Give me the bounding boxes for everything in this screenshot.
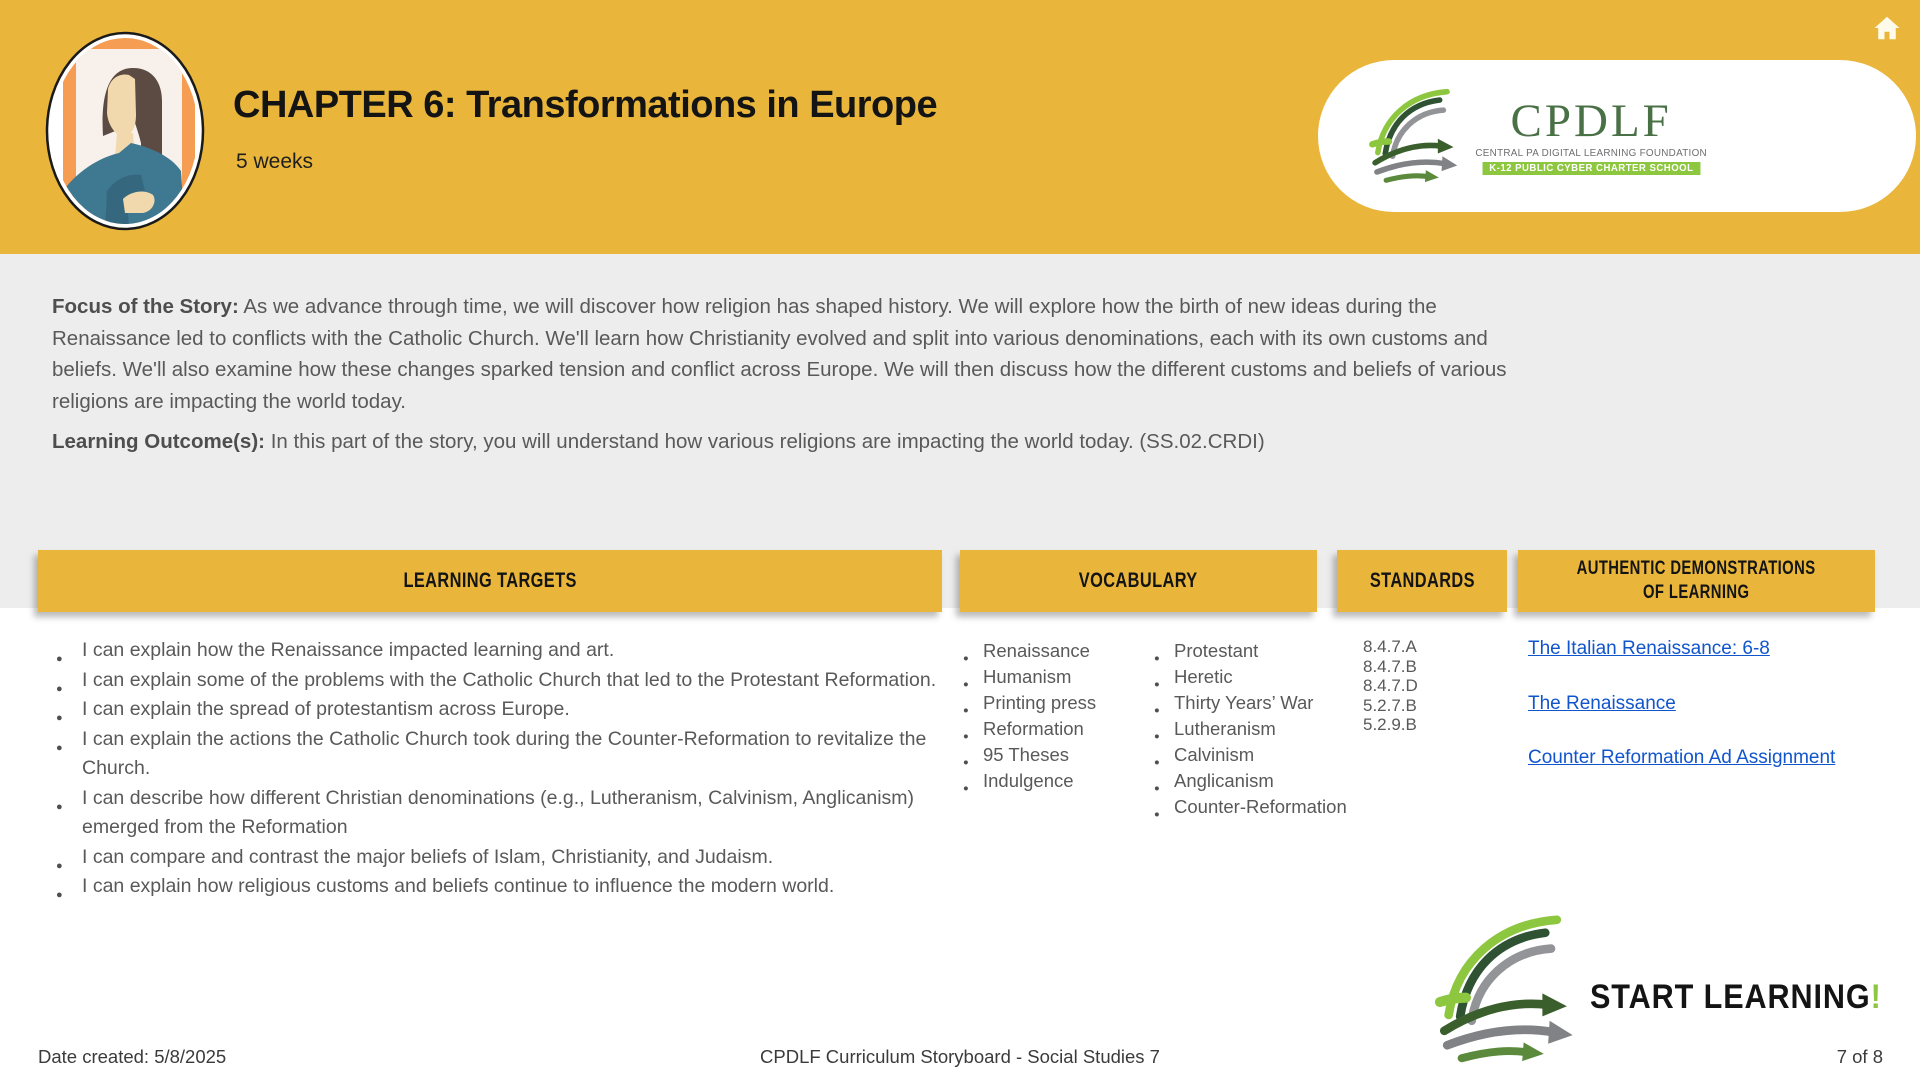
vocabulary-list-1 <box>963 638 1096 794</box>
outcome-text: In this part of the story, you will understand how various religions are impacting the world today. (SS.02.CRDI) <box>265 430 1265 453</box>
link-the-renaissance[interactable]: The Renaissance <box>1528 692 1676 714</box>
vocab-item: ● Anglicanism <box>1154 768 1347 794</box>
vocab-item: ● 95 Theses <box>963 742 1096 768</box>
vocab-item: ● Lutheranism <box>1154 716 1347 742</box>
page-subtitle: 5 weeks <box>236 150 314 173</box>
vocab-item: ● Calvinism <box>1154 742 1347 768</box>
cpdlf-logo <box>1318 60 1916 212</box>
learning-target-item: ● I can describe how different Christian denominations (e.g., Lutheranism, Calvinism, Anglicanism) emerged from the Reformation <box>56 784 942 843</box>
standard-item: 5.2.9.B <box>1363 715 1417 734</box>
learning-target-item: ● I can explain the spread of protestantism across Europe. <box>56 695 942 725</box>
standard-item: 8.4.7.D <box>1363 676 1418 695</box>
vocab-item: ● Protestant <box>1154 638 1347 664</box>
start-learning-label: START LEARNING! <box>1590 978 1882 1016</box>
standard-item: 5.2.7.B <box>1363 695 1417 715</box>
learning-targets-list <box>56 636 942 902</box>
cpdlf-acronym: CPDLF <box>1510 95 1672 147</box>
link-counter-reformation-ad[interactable]: Counter Reformation Ad Assignment <box>1528 747 1836 768</box>
standards-header: STANDARDS <box>1337 550 1507 612</box>
standard-item: 8.4.7.A <box>1363 637 1417 656</box>
vocabulary-header: VOCABULARY <box>960 550 1317 612</box>
vocab-item: ● Reformation <box>963 716 1096 742</box>
learning-target-item: ● I can explain how religious customs and beliefs continue to influence the modern world. <box>56 872 942 902</box>
learning-target-item: ● I can explain some of the problems with the Catholic Church that led to the Protestant Reformation. <box>56 666 942 696</box>
start-learning-exclamation: ! <box>1870 978 1882 1016</box>
vocab-item: ● Renaissance <box>963 638 1096 664</box>
authentic-links <box>1528 638 1835 802</box>
avatar <box>45 31 205 231</box>
footer-date: Date created: 5/8/2025 <box>38 1046 227 1067</box>
focus-of-story-paragraph <box>52 291 1518 417</box>
vocab-item: ● Counter-Reformation <box>1154 794 1347 820</box>
cpdlf-foundation-line: CENTRAL PA DIGITAL LEARNING FOUNDATION <box>1475 147 1707 159</box>
learning-target-item: ● I can compare and contrast the major beliefs of Islam, Christianity, and Judaism. <box>56 843 942 873</box>
learning-outcome-paragraph <box>52 426 1518 458</box>
footer-document-title: CPDLF Curriculum Storyboard - Social Studies 7 <box>760 1046 1160 1067</box>
vocab-item: ● Thirty Years’ War <box>1154 690 1347 716</box>
authentic-demonstrations-header: AUTHENTIC DEMONSTRATIONS OF LEARNING <box>1518 550 1875 612</box>
learning-target-item: ● I can explain how the Renaissance impacted learning and art. <box>56 636 942 666</box>
vocab-item: ● Humanism <box>963 664 1096 690</box>
standards-list <box>1363 637 1418 735</box>
vocab-item: ● Indulgence <box>963 768 1096 794</box>
standard-item: 8.4.7.B <box>1363 656 1417 676</box>
vocabulary-list-2 <box>1154 638 1347 820</box>
vocab-item: ● Printing press <box>963 690 1096 716</box>
learning-target-item: ● I can explain the actions the Catholic Church took during the Counter-Reformation to revitalize the Church. <box>56 725 942 784</box>
vocab-item: ● Heretic <box>1154 664 1347 690</box>
cpdlf-swoosh-icon <box>1364 78 1460 194</box>
focus-text: As we advance through time, we will discover how religion has shaped history. We will explore how the birth of new ideas during the Renaissance led to conflicts with the Catholic Church. We'll learn how Christianity evolved and split into various denominations, each with its own customs and beliefs. We'll also examine how these changes sparked tension and conflict across Europe. We will then discuss how the different customs and beliefs of various religions are impacting the world today. <box>52 295 1507 413</box>
start-learning-swoosh-icon <box>1424 914 1580 1064</box>
outcome-label: Learning Outcome(s): <box>52 430 265 453</box>
learning-targets-header: LEARNING TARGETS <box>38 550 942 612</box>
page-title: CHAPTER 6: Transformations in Europe <box>233 84 938 126</box>
footer-page-number: 7 of 8 <box>1836 1046 1883 1067</box>
link-italian-renaissance[interactable]: The Italian Renaissance: 6-8 <box>1528 638 1770 659</box>
cpdlf-school-line: K-12 PUBLIC CYBER CHARTER SCHOOL <box>1482 162 1700 175</box>
focus-label: Focus of the Story: <box>52 295 239 318</box>
home-icon[interactable] <box>1872 13 1902 43</box>
